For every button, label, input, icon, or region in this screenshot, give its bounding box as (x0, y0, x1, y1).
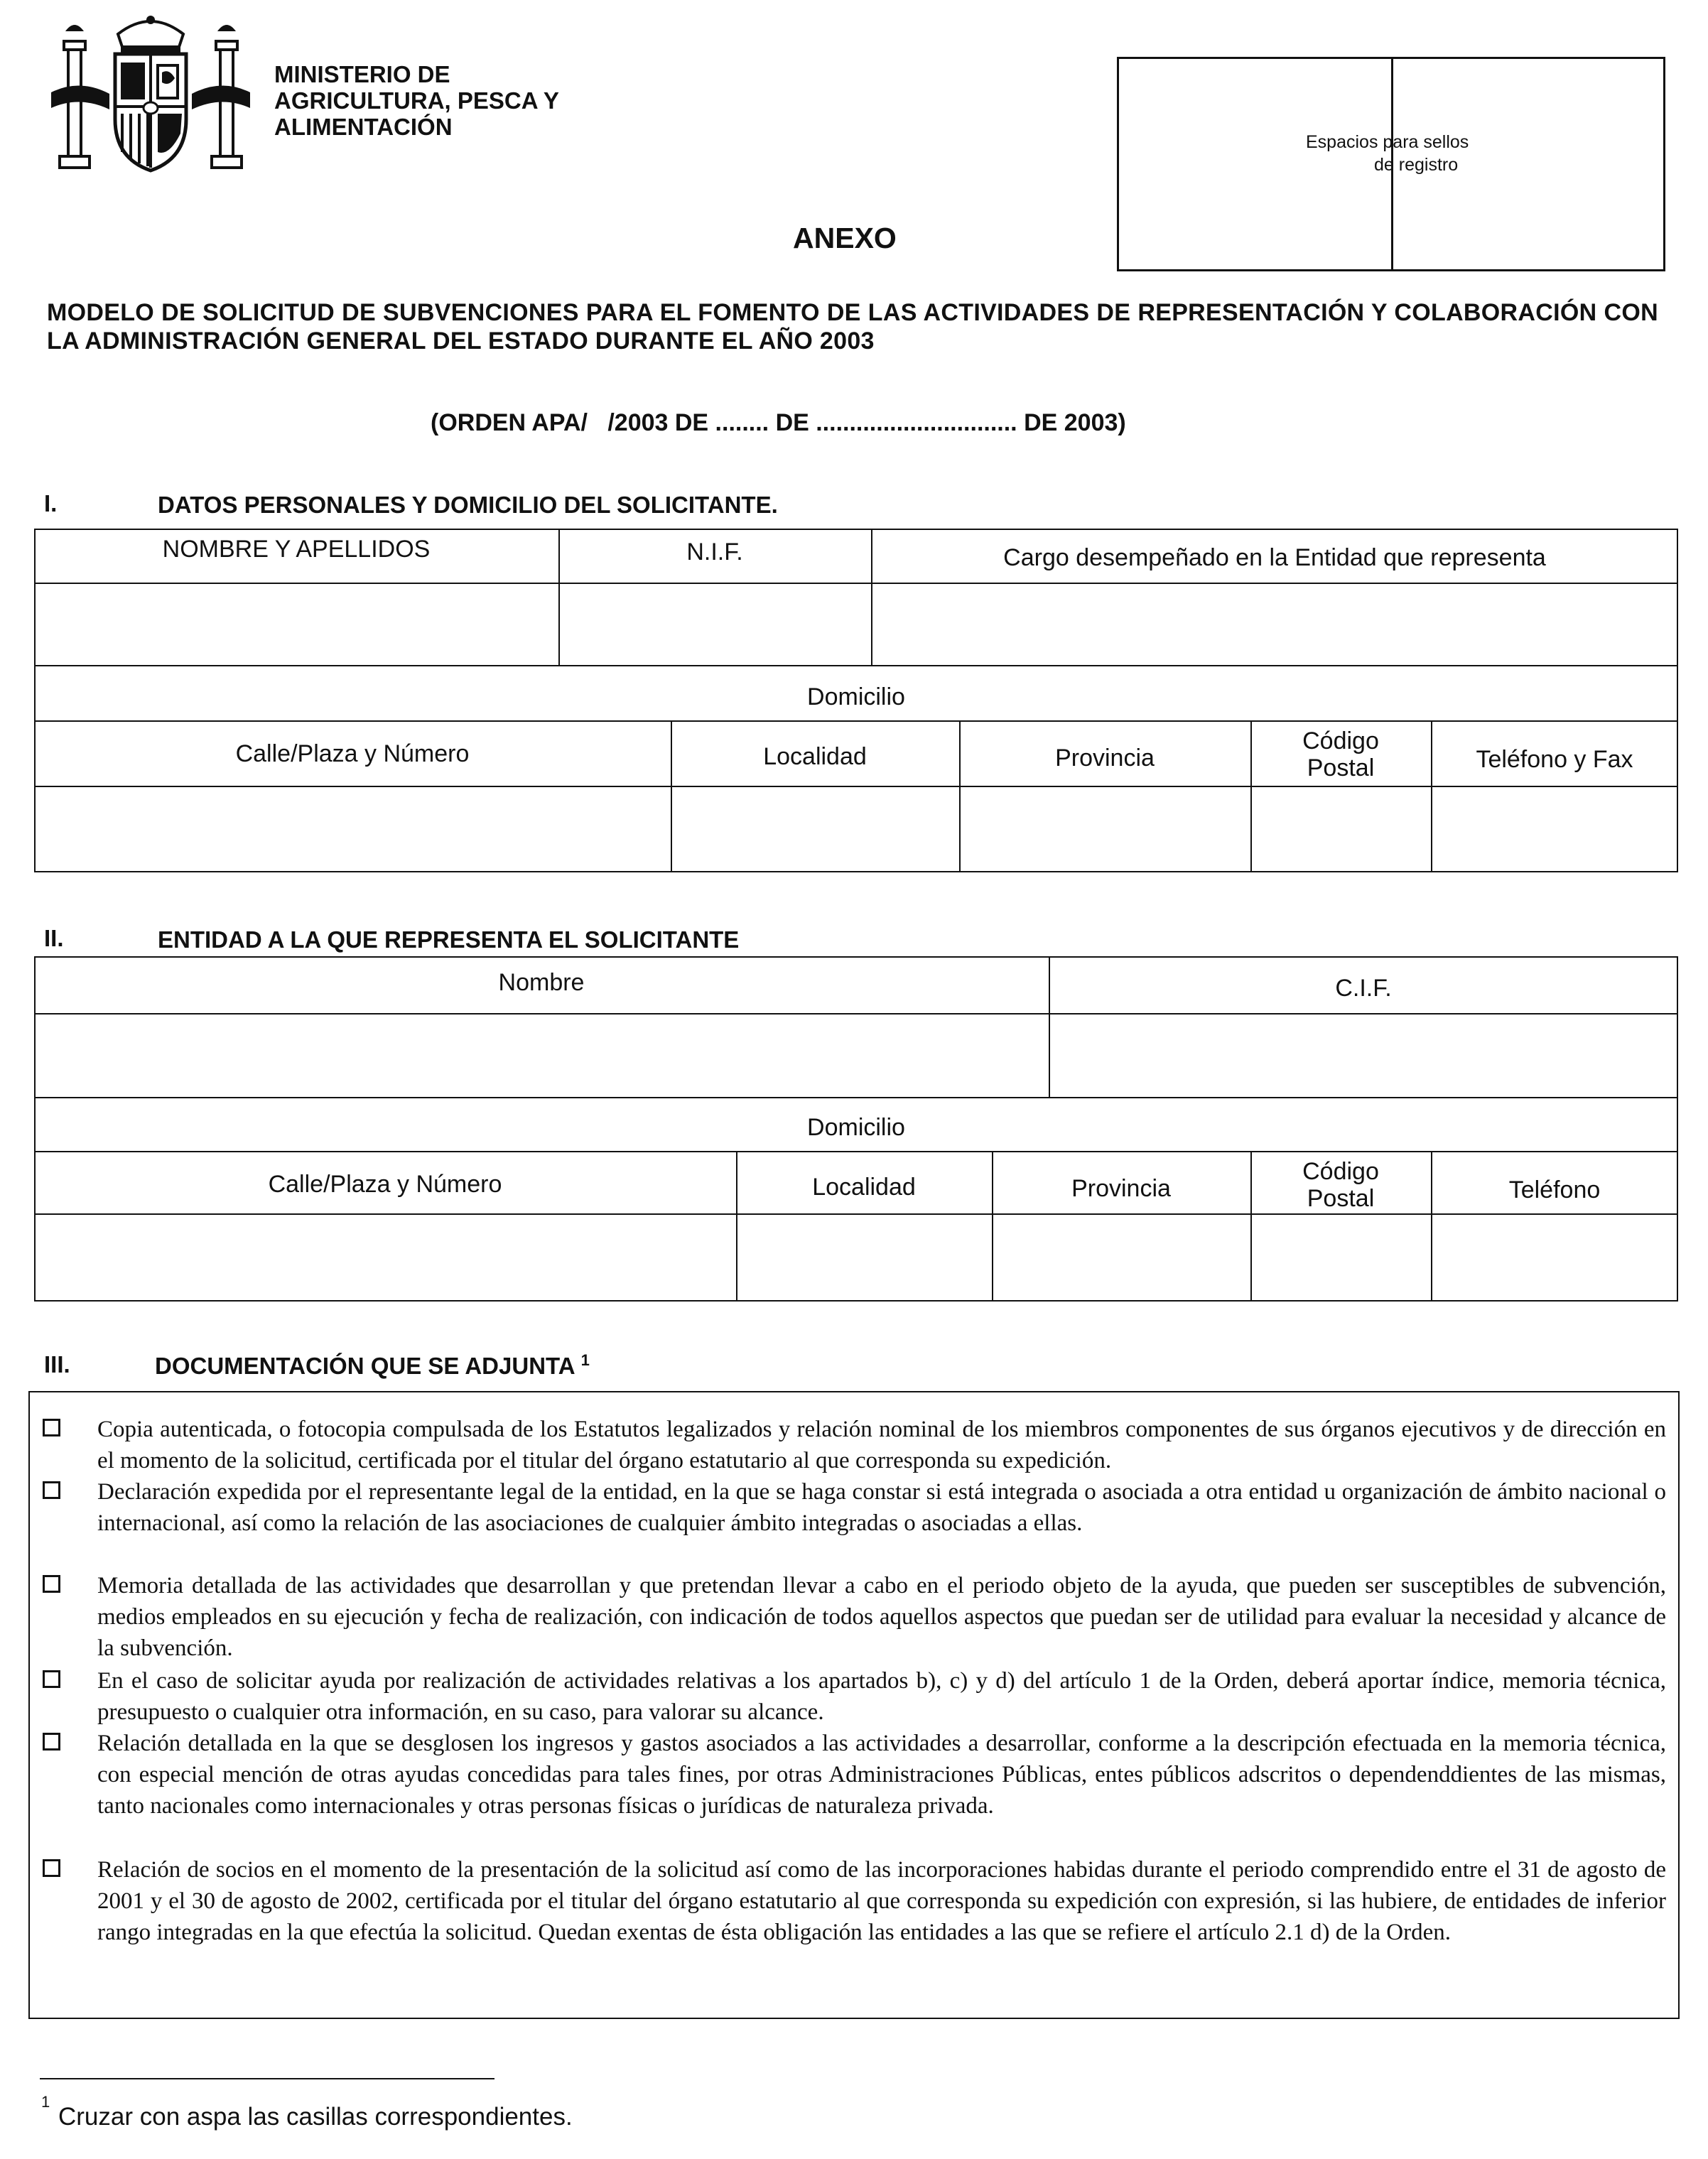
header-codigo-postal (1250, 727, 1431, 781)
entity-field-telefono[interactable] (1432, 1215, 1677, 1300)
field-nif[interactable] (560, 584, 870, 664)
entity-header-localidad: Localidad (812, 1174, 916, 1201)
header-cargo: Cargo desempeñado en la Entidad que representa (1003, 544, 1546, 571)
ministry-line-2: AGRICULTURA, PESCA Y (274, 87, 559, 114)
section-3-number: III. (44, 1351, 70, 1378)
entity-field-codigo-postal[interactable] (1252, 1215, 1429, 1300)
postal-line: Postal (1307, 1185, 1375, 1212)
doc-item-3-text: Memoria detallada de las actividades que desarrollan y que pretendan llevar a cabo en el periodo objeto de la ayuda, que pueden ser susceptibles de subvención, medios empleados en su ejecución y fecha de realización, con indicación de todos aquellos aspectos que puedan ser de utilidad para evaluar la necesidad y alcance de la subvención. (97, 1573, 1666, 1661)
field-localidad[interactable] (672, 787, 958, 871)
header-nif: N.I.F. (686, 539, 743, 566)
doc-item-4-text: En el caso de solicitar ayuda por realización de actividades relativas a los apartados b), c) y d) del artículo 1 de la Orden, deberá aportar índice, memoria técnica, presupuesto o cualquier otra información, en su caso, para valorar su alcance. (97, 1668, 1666, 1725)
footnote-text: Cruzar con aspa las casillas correspondientes. (58, 2103, 573, 2131)
codigo-line: Código (1302, 1158, 1379, 1185)
field-cif[interactable] (1050, 1014, 1677, 1095)
postal-line: Postal (1307, 754, 1375, 781)
entity-header-codigo-postal (1250, 1158, 1431, 1212)
checkbox-doc-2[interactable] (43, 1481, 60, 1499)
coat-of-arms-logo (44, 13, 257, 178)
doc-item-5-text: Relación detallada en la que se desglosen los ingresos y gastos asociados a las actividades a desarrollar, conforme a la descripción efectuada en la memoria técnica, con especial mención de otras ayudas concedidas para tales fines, por otras Administraciones Públicas, entes públicos adscritos o dependenddientes de las mismas, tanto nacionales como internacionales y otras personas físicas o jurídicas de naturaleza privada. (97, 1731, 1666, 1819)
entity-header-provincia: Provincia (1071, 1175, 1171, 1202)
doc-item-2-text: Declaración expedida por el representante legal de la entidad, en la que se haga constar si está integrada o asociada a otra entidad u organización de ámbito nacional o internacional, así como la relación de las asociaciones de cualquier ámbito integradas o asociadas a ellas. (97, 1479, 1666, 1536)
form-title: MODELO DE SOLICITUD DE SUBVENCIONES PARA EL FOMENTO DE LAS ACTIVIDADES DE REPRESENTACIÓN Y COLABORACIÓN CON LA ADMINISTRACIÓN GENERAL DEL ESTADO DURANTE EL AÑO 2003 (47, 299, 1658, 355)
checkbox-doc-4[interactable] (43, 1670, 60, 1688)
field-entidad-nombre[interactable] (36, 1014, 1047, 1095)
field-codigo-postal[interactable] (1252, 787, 1429, 871)
field-cargo[interactable] (872, 584, 1677, 664)
section-3-title-text: DOCUMENTACIÓN QUE SE ADJUNTA (155, 1353, 575, 1379)
footnote-reference: 1 (580, 1351, 590, 1369)
ministry-line-1: MINISTERIO DE (274, 61, 450, 87)
header-cif: C.I.F. (1335, 975, 1392, 1002)
field-calle[interactable] (36, 787, 669, 871)
codigo-line: Código (1302, 727, 1379, 754)
checkbox-doc-3[interactable] (43, 1575, 60, 1593)
section-1-title: DATOS PERSONALES Y DOMICILIO DEL SOLICITANTE. (158, 492, 778, 518)
section-3-title (155, 1351, 590, 1380)
entity-field-calle[interactable] (36, 1215, 735, 1300)
entity-header-calle: Calle/Plaza y Número (268, 1171, 502, 1198)
checkbox-doc-5[interactable] (43, 1733, 60, 1751)
domicilio-label: Domicilio (807, 683, 905, 710)
checkbox-doc-1[interactable] (43, 1419, 60, 1436)
field-telefono-fax[interactable] (1432, 787, 1677, 871)
section-2-title: ENTIDAD A LA QUE REPRESENTA EL SOLICITANTE (158, 926, 740, 953)
header-telefono-fax: Teléfono y Fax (1476, 746, 1633, 773)
checkbox-doc-6[interactable] (43, 1859, 60, 1877)
stamp-label-line-2: de registro (1374, 155, 1459, 175)
entity-header-telefono: Teléfono (1508, 1176, 1601, 1203)
header-provincia: Provincia (1055, 745, 1155, 772)
header-localidad: Localidad (763, 743, 867, 770)
header-entidad-nombre: Nombre (498, 969, 585, 996)
doc-item-1-text: Copia autenticada, o fotocopia compulsada de los Estatutos legalizados y relación nominal de los miembros componentes de sus órganos ejecutivos y de dirección en el momento de la solicitud, certificada por el titular del órgano estatutario al que corresponda su expedición. (97, 1417, 1666, 1473)
doc-item-6-text: Relación de socios en el momento de la presentación de la solicitud así como de las incorporaciones habidas durante el periodo comprendido entre el 31 de agosto de 2001 y el 30 de agosto de 2002, certificada por el titular del órgano estatutario al que corresponda su expedición con expresión, si las hubiere, de entidades de inferior rango integradas en la que efectúa la solicitud. Quedan exentas de ésta obligación las entidades a las que se refiere el artículo 2.1 d) de la Orden. (97, 1857, 1666, 1945)
footnote-number: 1 (41, 2093, 50, 2111)
order-reference: (ORDEN APA/ /2003 DE ........ DE .............................. DE 2003) (431, 409, 1126, 436)
header-nombre-apellidos: NOMBRE Y APELLIDOS (162, 536, 431, 563)
entity-field-localidad[interactable] (737, 1215, 990, 1300)
header-calle: Calle/Plaza y Número (235, 740, 470, 767)
field-provincia[interactable] (961, 787, 1249, 871)
footnote-separator (40, 2078, 494, 2079)
section-2-number: II. (44, 925, 64, 951)
ministry-name (274, 61, 559, 140)
entity-domicilio-label: Domicilio (807, 1114, 905, 1141)
field-nombre-apellidos[interactable] (36, 584, 557, 664)
entity-field-provincia[interactable] (993, 1215, 1249, 1300)
ministry-line-3: ALIMENTACIÓN (274, 114, 453, 140)
annex-heading: ANEXO (793, 222, 897, 254)
section-1-number: I. (44, 490, 58, 516)
stamp-label-line-1: Espacios para sellos (1306, 132, 1469, 152)
